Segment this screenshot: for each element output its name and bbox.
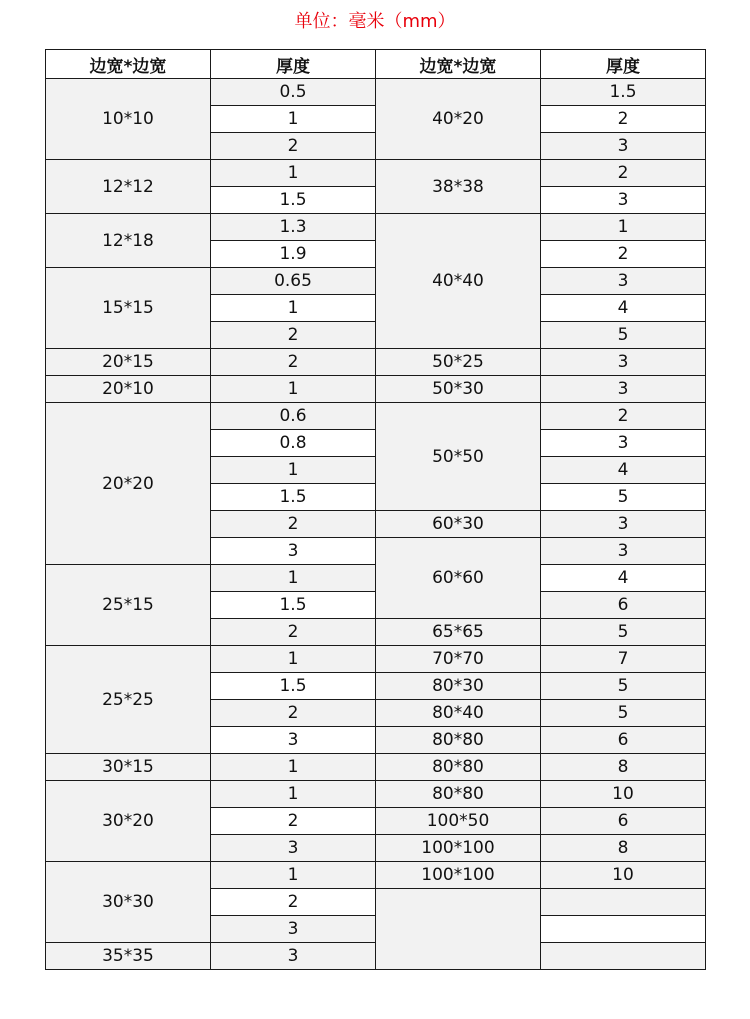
thickness-cell: 1	[211, 457, 376, 484]
thickness-cell: 0.65	[211, 268, 376, 295]
size-cell: 80*30	[376, 673, 541, 700]
spec-table-body	[46, 79, 706, 970]
thickness-cell: 1	[211, 160, 376, 187]
spec-table	[45, 49, 706, 970]
size-cell: 80*80	[376, 727, 541, 754]
size-cell: 10*10	[46, 79, 211, 160]
thickness-cell: 1.5	[211, 187, 376, 214]
thickness-cell: 3	[541, 538, 706, 565]
thickness-cell: 1	[211, 754, 376, 781]
size-cell: 40*40	[376, 214, 541, 349]
thickness-cell: 8	[541, 754, 706, 781]
thickness-cell	[541, 916, 706, 943]
size-cell: 12*18	[46, 214, 211, 268]
table-row	[46, 376, 706, 403]
table-row	[46, 349, 706, 376]
size-cell: 12*12	[46, 160, 211, 214]
size-cell: 30*20	[46, 781, 211, 862]
table-row	[46, 79, 706, 106]
thickness-cell: 0.8	[211, 430, 376, 457]
thickness-cell: 3	[211, 538, 376, 565]
size-cell: 25*15	[46, 565, 211, 646]
thickness-cell: 1.3	[211, 214, 376, 241]
thickness-cell: 3	[541, 511, 706, 538]
thickness-cell: 1.5	[211, 673, 376, 700]
size-cell: 80*80	[376, 781, 541, 808]
size-cell: 50*30	[376, 376, 541, 403]
thickness-cell: 3	[541, 349, 706, 376]
thickness-cell: 2	[541, 160, 706, 187]
thickness-cell: 2	[211, 700, 376, 727]
thickness-cell: 2	[541, 241, 706, 268]
unit-label: 单位：毫米（mm）	[294, 11, 456, 32]
thickness-cell: 2	[211, 349, 376, 376]
thickness-cell	[541, 943, 706, 970]
thickness-cell: 3	[541, 376, 706, 403]
thickness-cell: 5	[541, 619, 706, 646]
thickness-cell: 1	[211, 862, 376, 889]
thickness-cell: 2	[211, 808, 376, 835]
thickness-cell: 7	[541, 646, 706, 673]
thickness-cell: 1	[211, 781, 376, 808]
size-cell	[376, 889, 541, 970]
header-thickness-right: 厚度	[541, 50, 706, 79]
size-cell: 25*25	[46, 646, 211, 754]
table-row	[46, 862, 706, 889]
thickness-cell: 2	[211, 889, 376, 916]
thickness-cell: 2	[541, 106, 706, 133]
table-row	[46, 781, 706, 808]
thickness-cell: 6	[541, 592, 706, 619]
thickness-cell: 3	[541, 133, 706, 160]
thickness-cell: 3	[541, 268, 706, 295]
size-cell: 60*30	[376, 511, 541, 538]
header-size-right: 边宽*边宽	[376, 50, 541, 79]
thickness-cell: 5	[541, 700, 706, 727]
size-cell: 65*65	[376, 619, 541, 646]
size-cell: 80*80	[376, 754, 541, 781]
thickness-cell: 3	[541, 430, 706, 457]
thickness-cell: 5	[541, 322, 706, 349]
thickness-cell: 1	[211, 565, 376, 592]
thickness-cell: 1	[211, 295, 376, 322]
size-cell: 20*10	[46, 376, 211, 403]
thickness-cell: 10	[541, 781, 706, 808]
table-row	[46, 646, 706, 673]
thickness-cell: 1.5	[211, 592, 376, 619]
thickness-cell: 5	[541, 484, 706, 511]
thickness-cell: 2	[211, 511, 376, 538]
thickness-cell: 1	[211, 376, 376, 403]
table-row	[46, 403, 706, 430]
size-cell: 20*20	[46, 403, 211, 565]
thickness-cell: 1	[211, 646, 376, 673]
thickness-cell: 0.6	[211, 403, 376, 430]
thickness-cell: 6	[541, 808, 706, 835]
header-thickness-left: 厚度	[211, 50, 376, 79]
thickness-cell: 3	[541, 187, 706, 214]
header-size-left: 边宽*边宽	[46, 50, 211, 79]
size-cell: 60*60	[376, 538, 541, 619]
size-cell: 50*50	[376, 403, 541, 511]
size-cell: 100*100	[376, 862, 541, 889]
table-row	[46, 754, 706, 781]
thickness-cell: 3	[211, 916, 376, 943]
size-cell: 100*50	[376, 808, 541, 835]
size-cell: 30*30	[46, 862, 211, 943]
thickness-cell	[541, 889, 706, 916]
size-cell: 70*70	[376, 646, 541, 673]
size-cell: 15*15	[46, 268, 211, 349]
size-cell: 40*20	[376, 79, 541, 160]
header-row	[46, 50, 706, 79]
thickness-cell: 4	[541, 565, 706, 592]
size-cell: 100*100	[376, 835, 541, 862]
thickness-cell: 2	[211, 619, 376, 646]
thickness-cell: 0.5	[211, 79, 376, 106]
thickness-cell: 3	[211, 727, 376, 754]
table-row	[46, 160, 706, 187]
thickness-cell: 2	[541, 403, 706, 430]
thickness-cell: 3	[211, 835, 376, 862]
thickness-cell: 6	[541, 727, 706, 754]
size-cell: 30*15	[46, 754, 211, 781]
size-cell: 80*40	[376, 700, 541, 727]
size-cell: 20*15	[46, 349, 211, 376]
table-row	[46, 214, 706, 241]
thickness-cell: 1	[541, 214, 706, 241]
thickness-cell: 4	[541, 457, 706, 484]
thickness-cell: 5	[541, 673, 706, 700]
thickness-cell: 1.5	[211, 484, 376, 511]
size-cell: 38*38	[376, 160, 541, 214]
size-cell: 35*35	[46, 943, 211, 970]
thickness-cell: 4	[541, 295, 706, 322]
thickness-cell: 10	[541, 862, 706, 889]
thickness-cell: 2	[211, 133, 376, 160]
thickness-cell: 2	[211, 322, 376, 349]
thickness-cell: 3	[211, 943, 376, 970]
thickness-cell: 1	[211, 106, 376, 133]
thickness-cell: 1.9	[211, 241, 376, 268]
thickness-cell: 8	[541, 835, 706, 862]
thickness-cell: 1.5	[541, 79, 706, 106]
size-cell: 50*25	[376, 349, 541, 376]
